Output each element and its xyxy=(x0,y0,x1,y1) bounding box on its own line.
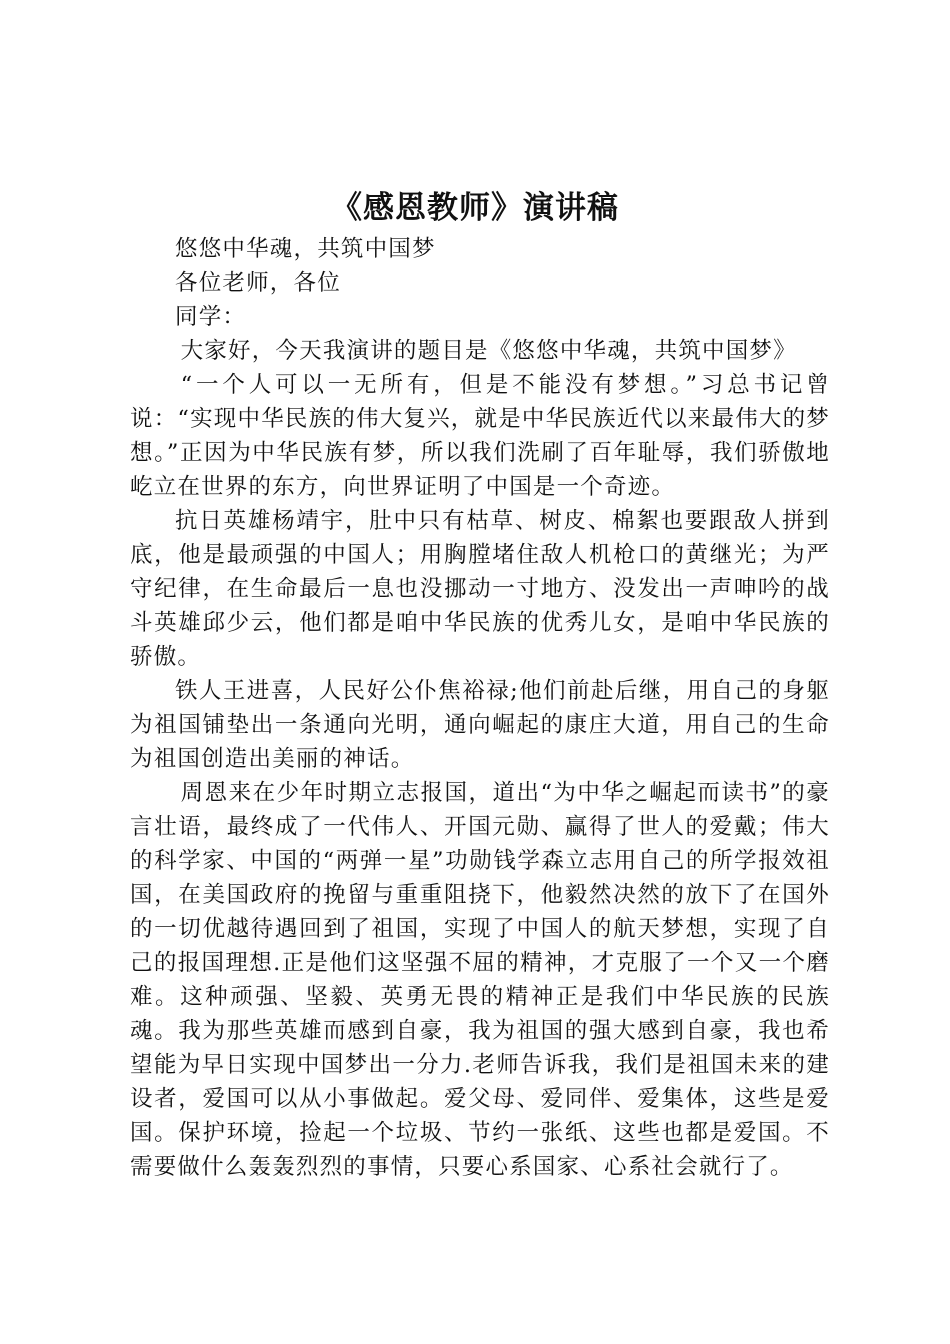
salutation-line: 同学： xyxy=(175,304,247,330)
body-paragraph: 抗日英雄杨靖宇，肚中只有枯草、树皮、棉絮也要跟敌人拼到底，他是最顽强的中国人；用胸膛堵住敌人机枪口的黄继光；为严守纪律，在生命最后一息也没挪动一寸地方、没发出一声呻吟的战斗英雄邱少云，他们都是咱中华民族的优秀儿女，是咱中华民族的骄傲。 xyxy=(130,508,830,670)
salutation-line: 各位老师，各位 xyxy=(175,270,341,296)
body-paragraph: 铁人王进喜，人民好公仆焦裕禄;他们前赴后继，用自己的身躯为祖国铺垫出一条通向光明，通向崛起的康庄大道，用自己的生命为祖国创造出美丽的神话。 xyxy=(130,678,830,772)
body-paragraph: 大家好，今天我演讲的题目是《悠悠中华魂，共筑中国梦》 xyxy=(180,338,797,364)
speech-subtitle: 悠悠中华魂，共筑中国梦 xyxy=(175,236,436,262)
body-paragraph: “一个人可以一无所有，但是不能没有梦想。”习总书记曾说：“实现中华民族的伟大复兴，就是中华民族近代以来最伟大的梦想。”正因为中华民族有梦，所以我们洗刷了百年耻辱，我们骄傲地屹立在世界的东方，向世界证明了中国是一个奇迹。 xyxy=(130,372,831,500)
document-title: 《感恩教师》演讲稿 xyxy=(331,190,619,226)
body-paragraph: 周恩来在少年时期立志报国，道出“为中华之崛起而读书”的豪言壮语，最终成了一代伟人、开国元勋、赢得了世人的爱戴；伟大的科学家、中国的“两弹一星”功勋钱学森立志用自己的所学报效祖国，在美国政府的挽留与重重阻挠下，他毅然决然的放下了在国外的一切优越待遇回到了祖国，实现了中国人的航天梦想，实现了自己的报国理想.正是他们这坚强不屈的精神，才克服了一个又一个磨难。这种顽强、坚毅、英勇无畏的精神正是我们中华民族的民族魂。我为那些英雄而感到自豪，我为祖国的强大感到自豪，我也希望能为早日实现中国梦出一分力.老师告诉我，我们是祖国未来的建设者，爱国可以从小事做起。爱父母、爱同伴、爱集体，这些是爱国。保护环境，捡起一个垃圾、节约一张纸、这些也都是爱国。不需要做什么轰轰烈烈的事情，只要心系国家、心系社会就行了。 xyxy=(130,780,830,1180)
document-body xyxy=(130,232,830,1184)
